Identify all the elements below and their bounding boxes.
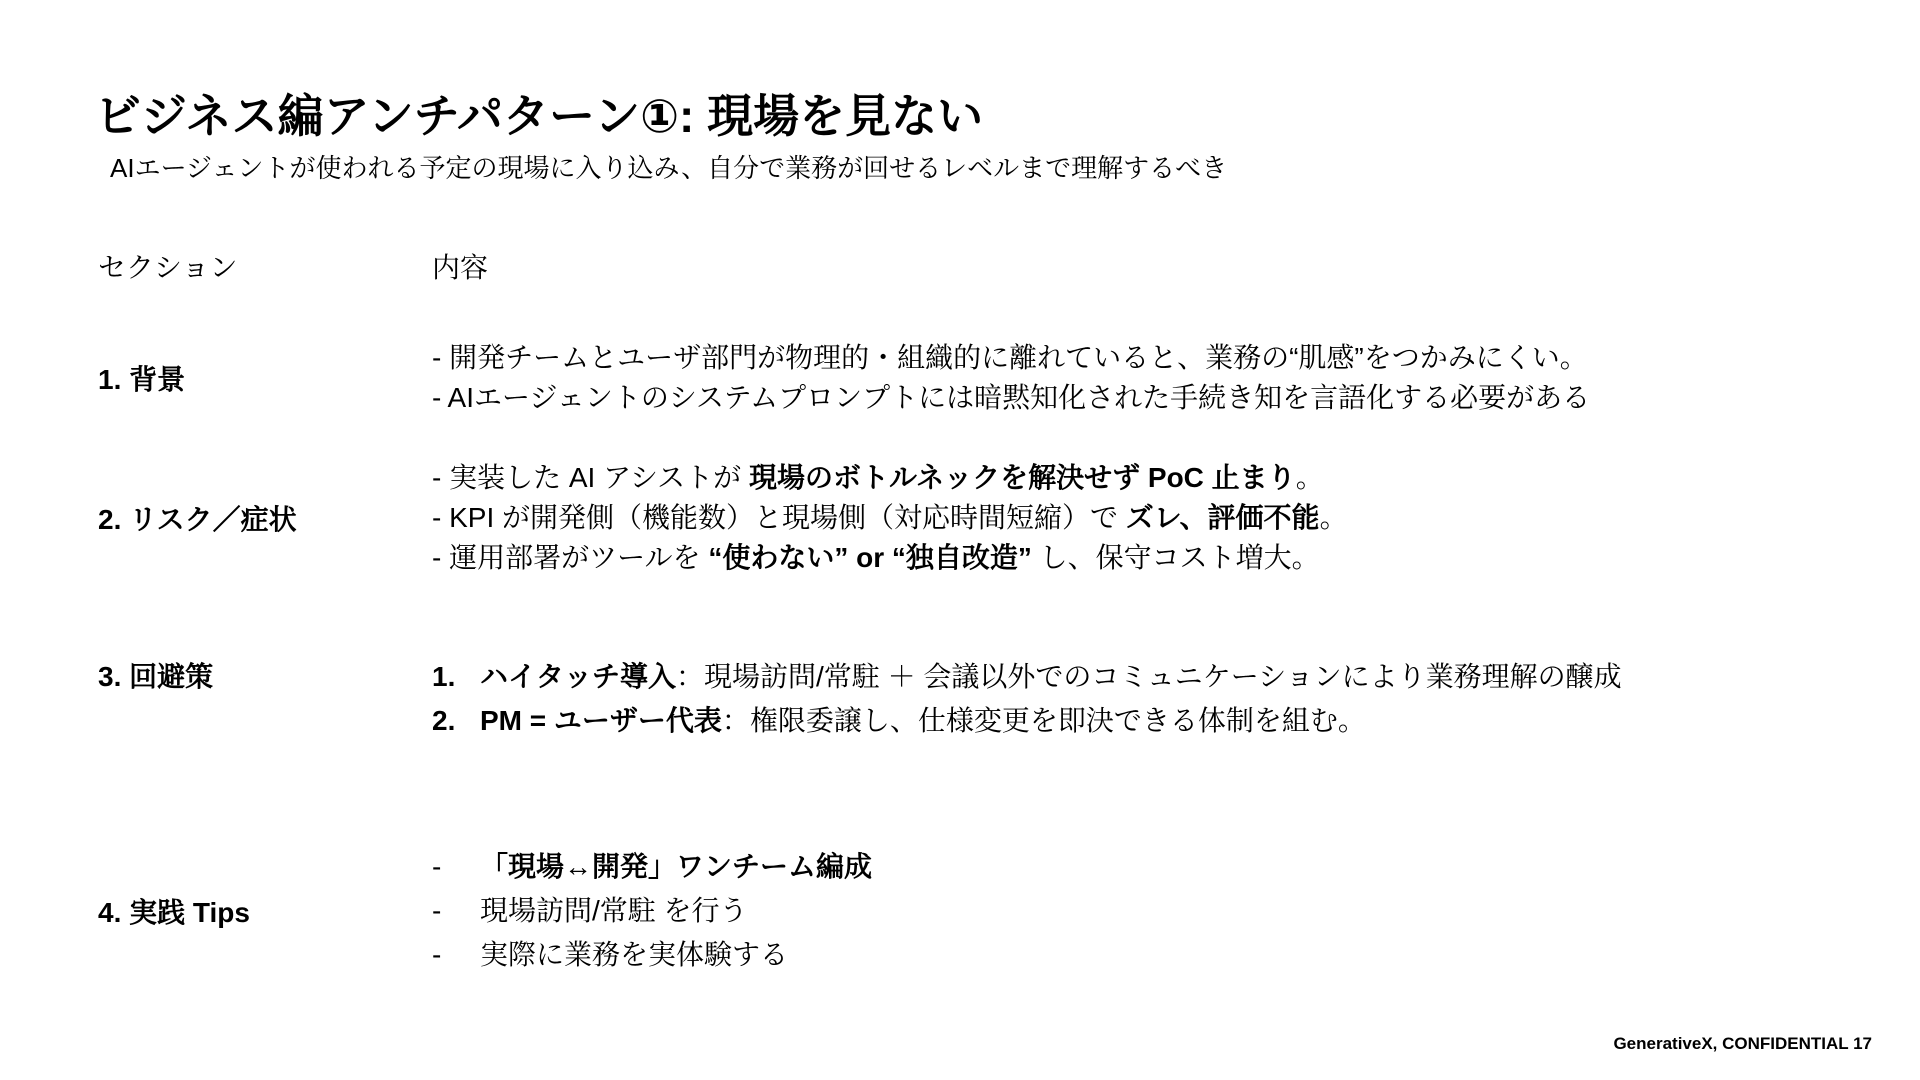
- content-line: [432, 498, 1888, 538]
- text-segment: ：現場訪問/常駐 ＋ 会議以外でのコミュニケーションにより業務理解の醸成: [676, 661, 1622, 692]
- slide-subtitle: AIエージェントが使われる予定の現場に入り込み、自分で業務が回せるレベルまで理解するべき: [110, 153, 1228, 183]
- section-label-4: 4. 実践 Tips: [98, 897, 250, 928]
- anti-pattern-table: [98, 248, 1888, 977]
- table-header-section: セクション: [98, 252, 238, 283]
- text-segment: ズレ、評価不能: [1125, 502, 1320, 533]
- confidential-footer: GenerativeX, CONFIDENTIAL 17: [1613, 1034, 1872, 1053]
- content-line: [432, 378, 1888, 418]
- dash-list-item: [432, 889, 1888, 933]
- slide-title: ビジネス編アンチパターン①: 現場を見ない: [95, 90, 984, 142]
- table-row-background: [98, 338, 1888, 418]
- text-segment: 実際に業務を実体験する: [480, 939, 789, 970]
- row-content: [432, 458, 1888, 578]
- row-content: [432, 655, 1888, 743]
- dash-list-item: [432, 845, 1888, 889]
- content-line: [432, 338, 1888, 378]
- row-content: [432, 845, 1888, 977]
- text-segment: ：権限委譲し、仕様変更を即決できる体制を組む。: [721, 705, 1366, 736]
- list-number-marker: 1.: [432, 661, 456, 692]
- list-dash-marker: -: [432, 851, 442, 882]
- text-segment: - 開発チームとユーザ部門が物理的・組織的に離れていると、業務の“肌感”をつかみにくい。: [432, 342, 1588, 373]
- table-row-avoidance: [98, 655, 1888, 743]
- text-segment: 「現場↔開発」ワンチーム編成: [480, 851, 873, 882]
- list-dash-marker: -: [432, 939, 442, 970]
- content-line: [432, 538, 1888, 578]
- section-label-1: 1. 背景: [98, 364, 186, 395]
- text-segment: 現場のボトルネックを解決せず PoC 止まり: [748, 462, 1296, 493]
- table-row-risks: [98, 458, 1888, 578]
- text-segment: - 実装した AI アシストが: [432, 462, 749, 493]
- numbered-list-item: [432, 655, 1888, 699]
- text-segment: PM = ユーザー代表: [480, 705, 722, 736]
- list-dash-marker: -: [432, 895, 442, 926]
- text-segment: - KPI が開発側（機能数）と現場側（対応時間短縮）で: [432, 502, 1126, 533]
- text-segment: 現場訪問/常駐 を行う: [480, 895, 748, 926]
- numbered-list-item: [432, 699, 1888, 743]
- list-number-marker: 2.: [432, 705, 456, 736]
- table-header-content: 内容: [432, 252, 489, 283]
- row-content: [432, 338, 1888, 418]
- table-row-practical-tips: [98, 845, 1888, 977]
- text-segment: 。: [1295, 462, 1324, 493]
- section-label-3: 3. 回避策: [98, 661, 214, 692]
- text-segment: “使わない” or “独自改造”: [708, 542, 1032, 573]
- content-line: [432, 458, 1888, 498]
- text-segment: し、保守コスト増大。: [1031, 542, 1320, 573]
- section-label-2: 2. リスク／症状: [98, 504, 297, 535]
- table-header-row: [98, 248, 1888, 288]
- text-segment: 。: [1319, 502, 1348, 533]
- text-segment: ハイタッチ導入: [480, 661, 677, 692]
- text-segment: - 運用部署がツールを: [432, 542, 709, 573]
- text-segment: - AIエージェントのシステムプロンプトには暗黙知化された手続き知を言語化する必要がある: [432, 382, 1591, 413]
- dash-list-item: [432, 933, 1888, 977]
